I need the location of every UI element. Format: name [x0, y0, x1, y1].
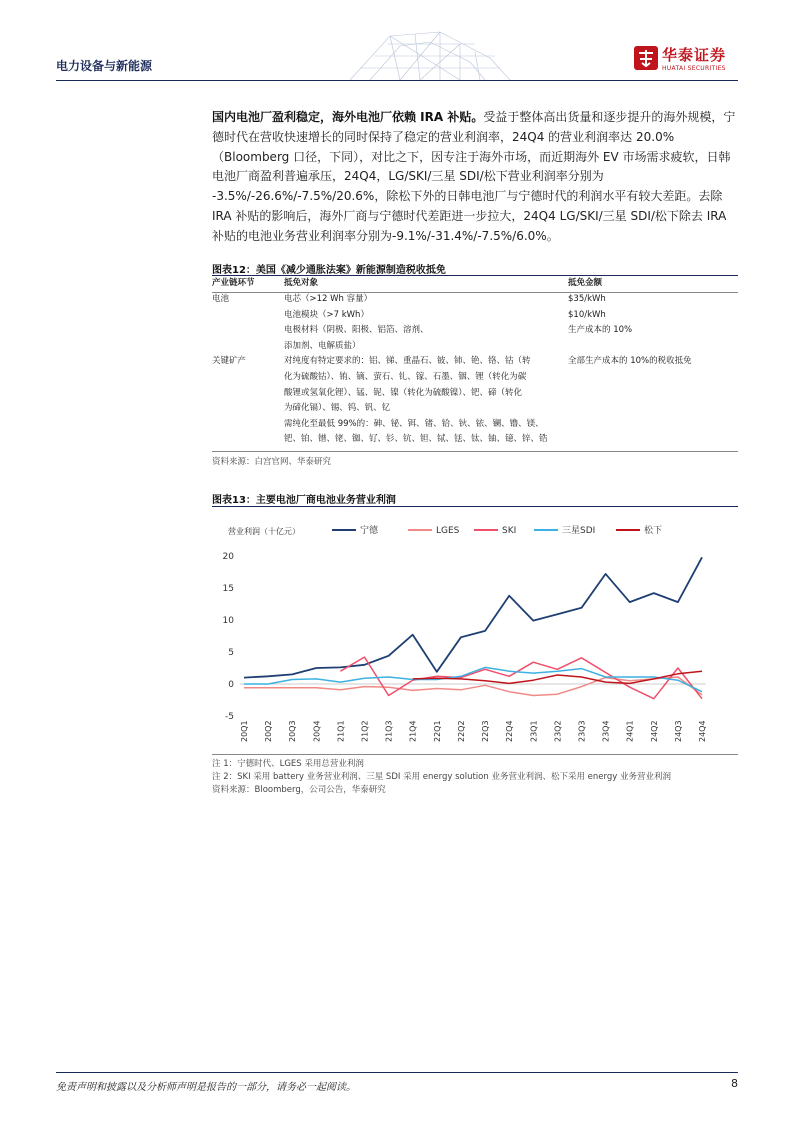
legend-label: 宁德 — [360, 526, 379, 536]
x-tick-label: 20Q3 — [288, 720, 298, 742]
table-cell: 全部生产成本的 10%的税收抵免 — [568, 356, 692, 367]
y-tick-label: 10 — [222, 616, 234, 626]
table-cell: 电极材料（阴极、阳极、铝箔、溶剂、 — [284, 325, 429, 336]
table-row — [212, 323, 738, 339]
table-row — [212, 370, 738, 386]
logo-text-en: HUATAI SECURITIES — [662, 65, 726, 72]
table-header-rule — [212, 292, 738, 293]
x-tick-label: 21Q4 — [408, 720, 418, 742]
figure13-note-2: 注 2：SKI 采用 battery 业务营业利润、三星 SDI 采用 energy solution 业务营业利润、松下采用 energy 业务营业利润 — [212, 772, 671, 782]
x-tick-label: 24Q1 — [625, 720, 635, 742]
figure12-source: 资料来源：白宫官网、华泰研究 — [212, 457, 332, 467]
figure13-bottom-rule — [212, 754, 738, 755]
table-cell: 为碲化镉）、锡、钨、钒、钇 — [284, 403, 391, 414]
x-tick-label: 23Q3 — [577, 720, 587, 742]
header-decoration — [310, 28, 530, 80]
table-row — [212, 292, 738, 308]
paragraph-lead: 国内电池厂盈利稳定，海外电池厂依赖 IRA 补贴。 — [212, 110, 484, 124]
paragraph-body: 受益于整体高出货量和逐步提升的海外规模，宁德时代在营收快速增长的同时保持了稳定的营业利润率，24Q4 的营业利润率达 20.0%（Bloomberg 口径，下同），对比之下，因专注于海外市场，而近期海外 EV 市场需求疲软，日韩电池厂商盈利普遍承压，24Q4，LG/SKI/三星 SDI/松下营业利润率分别为 -3.5%/-26.6%/-7.5%/20.6%，除松下外的日韩电池厂与宁德时代的利润水平有较大差距。去除 IRA 补贴的影响后，海外厂商与宁德时代差距进一步拉大，24Q4 LG/SKI/三星 SDI/松下除去 IRA 补贴的电池业务营业利润率分别为-9.1%/-31.4%/-7.5%/6.0%。 — [212, 110, 736, 243]
y-tick-label: 20 — [222, 552, 234, 562]
x-tick-label: 20Q1 — [240, 720, 249, 742]
figure12-title: 图表12：美国《减少通胀法案》新能源制造税收抵免 — [212, 265, 446, 276]
x-tick-label: 23Q2 — [553, 720, 563, 742]
legend-label: LGES — [436, 526, 460, 536]
table-cell: 需纯化至最低 99%的：砷、铋、铒、锗、铪、钬、铱、镧、镥、镁、 — [284, 418, 544, 429]
table-row — [212, 339, 738, 355]
legend-label: 松下 — [644, 526, 663, 536]
figure13-note-1: 注 1：宁德时代、LGES 采用总营业利润 — [212, 759, 364, 769]
operating-profit-chart — [212, 516, 738, 752]
header-rule — [56, 80, 738, 81]
table-row — [212, 386, 738, 402]
logo-text-cn: 华泰证券 — [662, 46, 727, 64]
tax-credit-table — [212, 276, 738, 448]
figure13-source: 资料来源：Bloomberg，公司公告，华泰研究 — [212, 785, 386, 795]
x-tick-label: 23Q4 — [601, 720, 611, 742]
x-tick-label: 21Q1 — [336, 720, 346, 742]
table-row — [212, 308, 738, 324]
page-number: 8 — [731, 1077, 738, 1090]
footer-rule — [56, 1072, 738, 1073]
legend-label: 三星SDI — [562, 526, 596, 536]
x-tick-label: 22Q3 — [481, 720, 491, 742]
table-row — [212, 354, 738, 370]
table-header-cell: 抵免对象 — [284, 278, 319, 288]
x-tick-label: 22Q1 — [432, 720, 442, 742]
figure13-title: 图表13：主要电池厂商电池业务营业利润 — [212, 495, 396, 506]
table-cell: 对纯度有特定要求的：铝、锑、重晶石、铍、铈、铯、铬、钴（转 — [284, 356, 531, 367]
table-cell: 电池 — [212, 294, 230, 304]
table-header-cell: 产业链环节 — [212, 278, 255, 288]
y-tick-label: 5 — [228, 648, 234, 658]
series-line-0 — [244, 557, 702, 677]
x-tick-label: 23Q1 — [529, 720, 539, 742]
logo-mark-icon — [634, 46, 658, 70]
table-cell: 电芯（>12 Wh 容量） — [284, 294, 373, 304]
table-cell: 钯、铂、镨、铑、铷、钌、钐、钪、钽、铽、铥、钛、铀、镱、锌、锆 — [284, 434, 548, 445]
footer-disclaimer: 免责声明和披露以及分析师声明是报告的一部分，请务必一起阅读。 — [56, 1082, 356, 1093]
x-tick-label: 24Q2 — [649, 720, 659, 742]
huatai-logo — [634, 42, 738, 76]
x-tick-label: 21Q2 — [360, 720, 370, 742]
x-tick-label: 24Q3 — [673, 720, 683, 742]
table-header-cell: 抵免金额 — [568, 278, 603, 288]
body-paragraph — [212, 108, 738, 247]
y-tick-label: 0 — [228, 680, 234, 690]
table-cell: 添加剂、电解质盐） — [284, 340, 361, 351]
x-tick-label: 21Q3 — [384, 720, 394, 742]
table-cell: 生产成本的 10% — [568, 325, 633, 336]
y-tick-label: 15 — [222, 584, 234, 594]
x-tick-label: 24Q4 — [698, 720, 707, 742]
table-cell: 酸锂或氢氧化锂）、锰、铌、镍（转化为硫酸镍）、钯、碲（转化 — [284, 387, 523, 398]
y-tick-label: -5 — [225, 712, 234, 722]
table-row — [212, 417, 738, 433]
table-cell: 电池模块（>7 kWh） — [284, 309, 369, 320]
legend-label: SKI — [502, 526, 517, 536]
y-axis-label: 营业利润（十亿元） — [228, 527, 300, 536]
x-tick-label: 22Q4 — [505, 720, 515, 742]
table-body — [212, 292, 738, 448]
table-header-row — [212, 276, 738, 292]
x-tick-label: 20Q4 — [312, 720, 322, 742]
table-cell: 关键矿产 — [212, 356, 247, 367]
table-bottom-rule — [212, 451, 738, 452]
table-cell: 化为硫酸钴）、铕、镝、萤石、钆、镓、石墨、铟、锂（转化为碳 — [284, 371, 527, 382]
table-row — [212, 432, 738, 448]
x-tick-label: 22Q2 — [456, 720, 466, 742]
section-title: 电力设备与新能源 — [56, 59, 153, 73]
table-row — [212, 401, 738, 417]
table-cell: $35/kWh — [568, 294, 606, 304]
table-cell: $10/kWh — [568, 309, 606, 320]
figure13-top-rule — [212, 506, 738, 507]
x-tick-label: 20Q2 — [264, 720, 274, 742]
